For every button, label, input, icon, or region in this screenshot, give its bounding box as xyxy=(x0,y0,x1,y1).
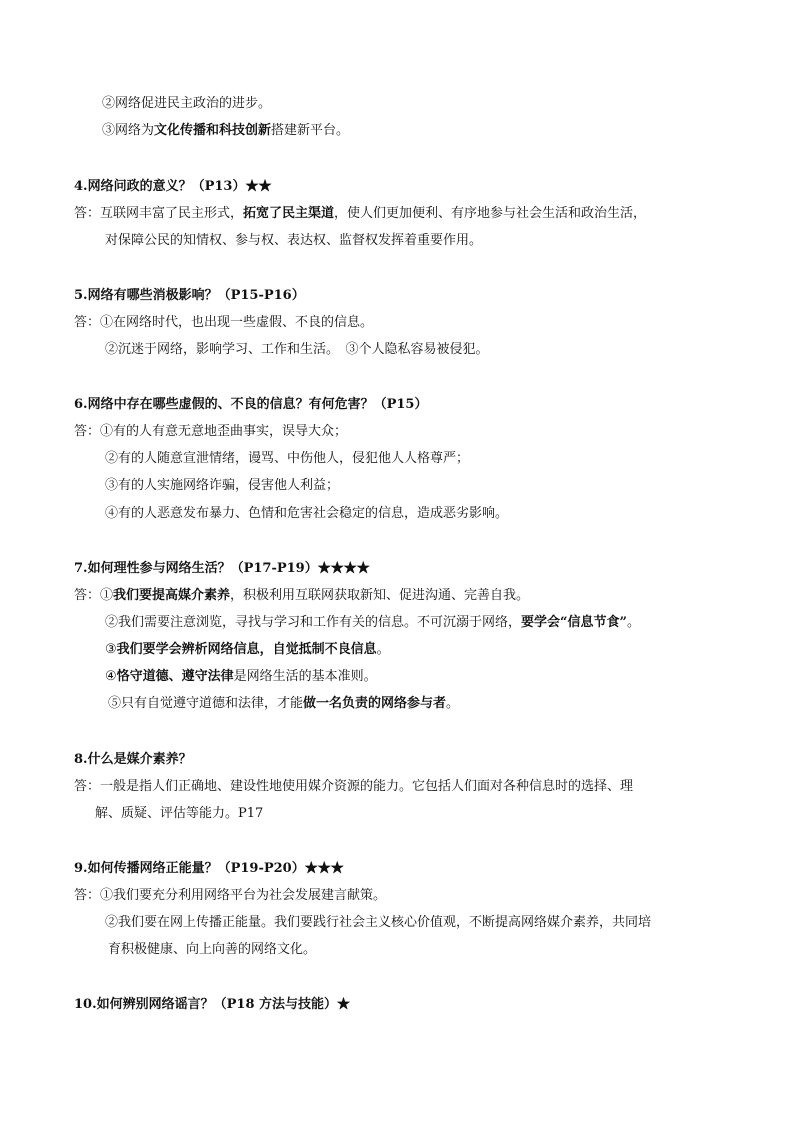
question-6-answer-line-2: ②有的人随意宣泄情绪，谩骂、中伤他人，侵犯他人人格尊严； xyxy=(105,451,470,466)
question-5-title: 5.网络有哪些消极影响？（P15-P16） xyxy=(74,288,305,303)
question-7-answer-line-5: ⑤只有自觉遵守道德和法律，才能做一名负责的网络参与者。 xyxy=(108,696,460,711)
question-7-answer-line-2: ②我们需要注意浏览，寻找与学习和工作有关的信息。不可沉溺于网络，要学会“信息节食”。 xyxy=(105,615,640,630)
item-3-platform: ③网络为文化传播和科技创新搭建新平台。 xyxy=(102,123,350,138)
question-4-answer-line-1: 答：互联网丰富了民主形式，拓宽了民主渠道，使人们更加便利、有序地参与社会生活和政治生活， xyxy=(74,206,647,221)
item-2-democracy: ②网络促进民主政治的进步。 xyxy=(102,96,272,111)
question-9-answer-line-1: 答：①我们要充分利用网络平台为社会发展建言献策。 xyxy=(74,888,387,903)
question-7-title: 7.如何理性参与网络生活？（P17-P19）★★★★ xyxy=(74,561,370,576)
question-5-answer-line-2: ②沉迷于网络，影响学习、工作和生活。 ③个人隐私容易被侵犯。 xyxy=(105,342,489,357)
question-7-answer-line-1: 答：①我们要提高媒介素养，积极利用互联网获取新知、促进沟通、完善自我。 xyxy=(74,588,530,603)
question-7-answer-line-3: ③我们要学会辨析网络信息，自觉抵制不良信息。 xyxy=(105,642,390,657)
question-8-answer-line-2: 解、质疑、评估等能力。P17 xyxy=(95,806,264,821)
question-9-answer-line-2: ②我们要在网上传播正能量。我们要践行社会主义核心价值观，不断提高网络媒介素养，共同培 xyxy=(105,915,652,930)
question-8-answer-line-1: 答：一般是指人们正确地、建设性地使用媒介资源的能力。它包括人们面对各种信息时的选择、理 xyxy=(74,779,634,794)
question-4-answer-line-2: 对保障公民的知情权、参与权、表达权、监督权发挥着重要作用。 xyxy=(105,233,483,248)
question-9-title: 9.如何传播网络正能量？（P19-P20）★★★ xyxy=(74,861,344,876)
question-4-title: 4.网络问政的意义？（P13）★★ xyxy=(74,179,272,194)
question-10-title: 10.如何辨别网络谣言？（P18 方法与技能）★ xyxy=(74,997,351,1012)
question-8-title: 8.什么是媒介素养？ xyxy=(74,752,192,767)
question-6-title: 6.网络中存在哪些虚假的、不良的信息？有何危害？（P15） xyxy=(74,397,428,412)
question-6-answer-line-3: ③有的人实施网络诈骗，侵害他人利益； xyxy=(105,478,340,493)
question-5-answer-line-1: 答：①在网络时代，也出现一些虚假、不良的信息。 xyxy=(74,315,374,330)
question-6-answer-line-1: 答：①有的人有意无意地歪曲事实，误导大众； xyxy=(74,424,348,439)
question-7-answer-line-4: ④恪守道德、遵守法律是网络生活的基本准则。 xyxy=(105,669,377,684)
question-6-answer-line-4: ④有的人恶意发布暴力、色情和危害社会稳定的信息，造成恶劣影响。 xyxy=(105,506,509,521)
question-9-answer-line-3: 育积极健康、向上向善的网络文化。 xyxy=(108,942,317,957)
